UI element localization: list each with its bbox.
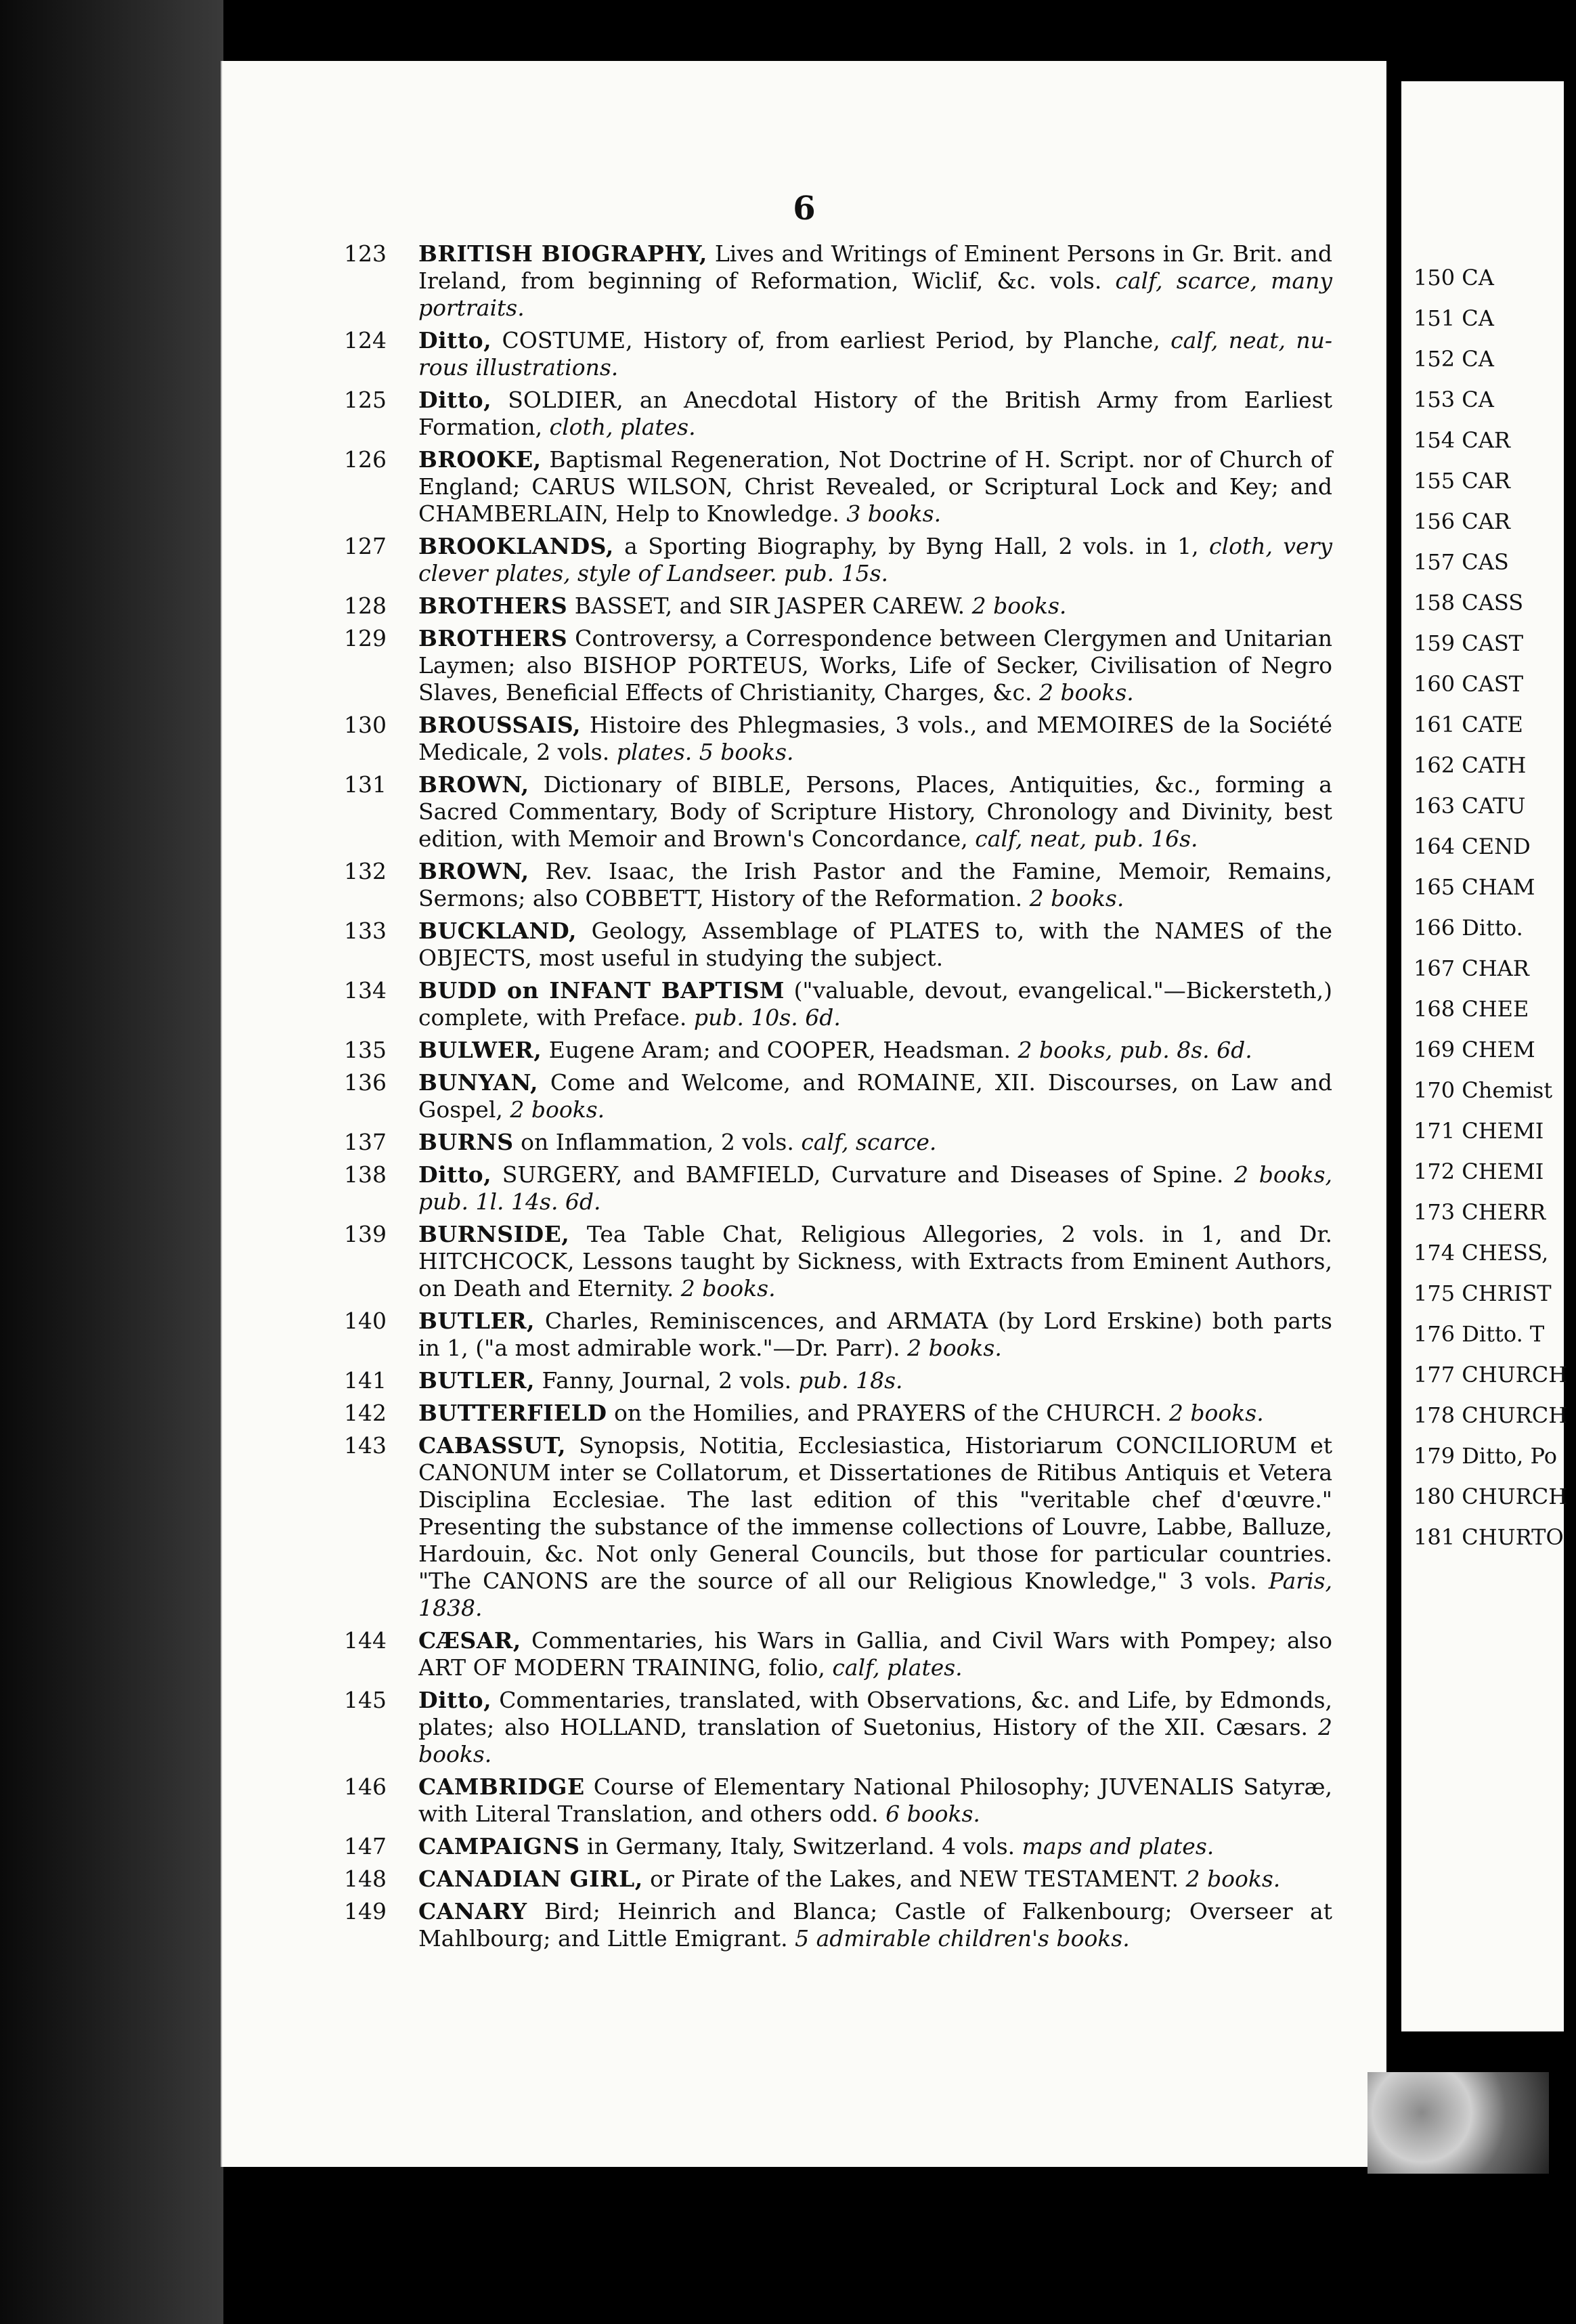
entry-number: 140: [344, 1308, 387, 1334]
facing-entry: 178 CHURCH: [1414, 1402, 1568, 1428]
page-number: 6: [793, 190, 816, 228]
catalogue-entry: [344, 1037, 1332, 1064]
catalogue-entry: [344, 327, 1332, 381]
catalogue-entry: [344, 1308, 1332, 1362]
entry-heading: BUTTERFIELD: [418, 1400, 607, 1426]
facing-entry: 172 CHEMI: [1414, 1159, 1544, 1184]
entry-note: calf, scarce, many portraits.: [418, 267, 1332, 321]
entry-number: 142: [344, 1400, 387, 1426]
facing-entry: 170 Chemist: [1414, 1077, 1553, 1103]
entry-number: 137: [344, 1129, 387, 1155]
entry-number: 145: [344, 1687, 387, 1713]
facing-entry: 168 CHEE: [1414, 996, 1529, 1022]
entry-number: 125: [344, 387, 387, 413]
entry-number: 138: [344, 1161, 387, 1188]
catalogue-entry: [344, 1627, 1332, 1681]
entry-heading: CANADIAN GIRL,: [418, 1866, 643, 1892]
entry-number: 141: [344, 1367, 387, 1394]
entry-description: Rev. Isaac, the Irish Pastor and the Famine, Memoir, Remains, Sermons; also COBBETT, History of the Reformation.: [418, 858, 1332, 911]
facing-entry: 157 CAS: [1414, 549, 1509, 575]
facing-entry: 159 CAST: [1414, 630, 1524, 656]
entry-description: Controversy, a Correspondence between Clergymen and Unitarian Laymen; also BISHOP PORTEUS, Works, Life of Secker, Civilisation of Negro Slaves, Beneficial Effects of Christianity, Charges, &c.: [418, 625, 1332, 706]
facing-entry: 165 CHAM: [1414, 874, 1535, 900]
entry-note: cloth, very clever plates, style of Landseer. pub. 15s.: [418, 533, 1332, 586]
entry-number: 129: [344, 625, 387, 651]
catalogue-entry: [344, 1367, 1332, 1394]
entry-description: BASSET, and SIR JASPER CAREW.: [567, 593, 965, 619]
entry-heading: BUDD on INFANT BAPTISM: [418, 977, 785, 1004]
entry-note: 6 books.: [878, 1801, 980, 1827]
entry-note: 2 books.: [1162, 1400, 1264, 1426]
catalogue-page: [222, 61, 1386, 2167]
entry-heading: CAMBRIDGE: [418, 1773, 585, 1800]
entry-note: calf, neat, pub. 16s.: [967, 825, 1198, 852]
scan-margin: [0, 0, 223, 2324]
torn-paper-edge: [1367, 2072, 1549, 2174]
entry-note: calf, neat, nu- rous illustrations.: [418, 327, 1332, 381]
entry-heading: BURNS: [418, 1129, 514, 1155]
entry-note: calf, plates.: [825, 1654, 963, 1681]
entry-heading: Ditto,: [418, 1161, 492, 1188]
entry-note: 2 books.: [1022, 885, 1124, 911]
facing-entry: 162 CATH: [1414, 752, 1527, 778]
entry-description: Course of Elementary National Philosophy; JUVENALIS Satyræ, with Literal Translation, and others odd.: [418, 1773, 1332, 1827]
entry-heading: BUTLER,: [418, 1308, 535, 1334]
entry-description: Bird; Heinrich and Blanca; Castle of Falkenbourg; Overseer at Mahlbourg; and Little Emigrant.: [418, 1898, 1332, 1952]
catalogue-entry: [344, 625, 1332, 706]
facing-entry: 180 CHURCH: [1414, 1484, 1568, 1509]
entry-number: 126: [344, 446, 387, 473]
entry-note: 2 books.: [502, 1096, 605, 1123]
entry-heading: BROOKE,: [418, 446, 542, 473]
entry-heading: BUNYAN,: [418, 1069, 538, 1096]
catalogue-entry: [344, 1129, 1332, 1156]
entry-heading: BUTLER,: [418, 1367, 535, 1394]
catalogue-entry: [344, 1687, 1332, 1768]
facing-page-fragment: [1401, 81, 1568, 2031]
entry-note: plates. 5 books.: [609, 739, 794, 765]
facing-entry: 175 CHRIST: [1414, 1281, 1552, 1306]
facing-entry: 163 CATU: [1414, 793, 1526, 819]
catalogue-entry: [344, 1866, 1332, 1893]
entry-number: 148: [344, 1866, 387, 1892]
entry-heading: CANARY: [418, 1898, 527, 1924]
entry-description: on the Homilies, and PRAYERS of the CHURCH.: [607, 1400, 1162, 1426]
entry-note: cloth, plates.: [542, 414, 696, 440]
entry-number: 139: [344, 1221, 387, 1247]
entry-heading: BURNSIDE,: [418, 1221, 570, 1247]
entry-heading: BROTHERS: [418, 593, 568, 619]
entry-heading: BROWN,: [418, 771, 529, 798]
entry-number: 124: [344, 327, 387, 353]
facing-entry: 179 Ditto, Po: [1414, 1443, 1557, 1469]
facing-entry: 167 CHAR: [1414, 955, 1529, 981]
entry-heading: BUCKLAND,: [418, 918, 577, 944]
entry-number: 128: [344, 593, 387, 619]
entry-note: pub. 18s.: [791, 1367, 903, 1394]
catalogue-entry: [344, 1432, 1332, 1622]
entry-note: maps and plates.: [1015, 1833, 1214, 1859]
catalogue-entry: [344, 918, 1332, 972]
catalogue-entry: [344, 1898, 1332, 1952]
catalogue-entry: [344, 977, 1332, 1031]
entry-description: Commentaries, translated, with Observations, &c. and Life, by Edmonds, plates; also HOLLAND, translation of Suetonius, History of the XII. Cæsars.: [418, 1687, 1332, 1740]
catalogue-entry: [344, 1833, 1332, 1860]
entry-number: 144: [344, 1627, 387, 1654]
entry-description: COSTUME, History of, from earliest Period, by Planche,: [491, 327, 1160, 353]
entry-number: 143: [344, 1432, 387, 1459]
entry-heading: BROTHERS: [418, 625, 568, 651]
facing-entry: 174 CHESS,: [1414, 1240, 1549, 1266]
entry-description: Commentaries, his Wars in Gallia, and Civil Wars with Pompey; also ART OF MODERN TRAINING, folio,: [418, 1627, 1332, 1681]
catalogue-entry: [344, 240, 1332, 322]
catalogue-entry: [344, 533, 1332, 587]
entry-description: Geology, Assemblage of PLATES to, with the NAMES of the OBJECTS, most useful in studying the subject.: [418, 918, 1332, 971]
entry-description: Baptismal Regeneration, Not Doctrine of H. Script. nor of Church of England; CARUS WILSON, Christ Revealed, or Scriptural Lock and Key; and CHAMBERLAIN, Help to Knowledge.: [418, 446, 1332, 527]
catalogue-entry: [344, 1161, 1332, 1215]
entry-note: 2 books.: [418, 1714, 1332, 1767]
facing-entry: 160 CAST: [1414, 671, 1524, 697]
entry-note: 2 books.: [900, 1335, 1002, 1361]
entry-description: Come and Welcome, and ROMAINE, XII. Discourses, on Law and Gospel,: [418, 1069, 1332, 1123]
entry-number: 134: [344, 977, 387, 1004]
entry-heading: CABASSUT,: [418, 1432, 567, 1459]
entry-number: 127: [344, 533, 387, 559]
entry-heading: Ditto,: [418, 1687, 492, 1713]
catalogue-entry: [344, 712, 1332, 766]
catalogue-entry: [344, 593, 1332, 620]
entry-description: a Sporting Biography, by Byng Hall, 2 vols. in 1,: [613, 533, 1199, 559]
facing-entry: 161 CATE: [1414, 712, 1523, 737]
facing-entry: 173 CHERR: [1414, 1199, 1546, 1225]
entry-number: 135: [344, 1037, 387, 1063]
entry-note: 2 books.: [1032, 679, 1134, 706]
entry-description: Dictionary of BIBLE, Persons, Places, Antiquities, &c., forming a Sacred Commentary, Body of Scripture History, Chronology and Divinity, best edition, with Memoir and Brown's Concordance,: [418, 771, 1332, 852]
entry-note: 3 books.: [839, 500, 942, 527]
entry-heading: Ditto,: [418, 387, 492, 413]
facing-page-list: [1414, 264, 1576, 1564]
entry-description: on Inflammation, 2 vols.: [513, 1129, 794, 1155]
facing-entry: 181 CHURTO: [1414, 1524, 1564, 1550]
entry-number: 136: [344, 1069, 387, 1096]
entry-heading: BULWER,: [418, 1037, 542, 1063]
entry-description: Tea Table Chat, Religious Allegories, 2 vols. in 1, and Dr. HITCHCOCK, Lessons taught by Sickness, with Extracts from Eminent Authors, on Death and Eternity.: [418, 1221, 1332, 1301]
entry-number: 147: [344, 1833, 387, 1859]
entry-number: 149: [344, 1898, 387, 1924]
entry-description: SURGERY, and BAMFIELD, Curvature and Diseases of Spine.: [491, 1161, 1224, 1188]
facing-entry: 152 CA: [1414, 346, 1494, 372]
entry-heading: BROOKLANDS,: [418, 533, 614, 559]
entry-description: in Germany, Italy, Switzerland. 4 vols.: [579, 1833, 1015, 1859]
catalogue-entry: [344, 1400, 1332, 1427]
entry-note: calf, scarce.: [793, 1129, 937, 1155]
entry-note: 2 books.: [965, 593, 1067, 619]
facing-entry: 171 CHEMI: [1414, 1118, 1544, 1144]
facing-entry: 155 CAR: [1414, 468, 1510, 494]
entry-description: Charles, Reminiscences, and ARMATA (by Lord Erskine) both parts in 1, ("a most admirable work."—Dr. Parr).: [418, 1308, 1332, 1361]
entry-number: 123: [344, 240, 387, 267]
entry-note: 2 books, pub. 1l. 14s. 6d.: [418, 1161, 1332, 1215]
facing-entry: 177 CHURCH: [1414, 1362, 1568, 1387]
entry-note: 2 books.: [1179, 1866, 1281, 1892]
entry-description: Lives and Writings of Eminent Persons in Gr. Brit. and Ireland, from beginning of Reformation, Wiclif, &c. vols.: [418, 240, 1332, 294]
entry-description: Synopsis, Notitia, Ecclesiastica, Historiarum CONCILIORUM et CANONUM inter se Collatorum, et Dissertationes de Ritibus Antiquis et Vetera Disciplina Ecclesiae. The last edition of this "veritable chef d'œuvre." Presenting the substance of the immense collections of Louvre, Labbe, Balluze, Hardouin, &c. Not only General Councils, but those for particular countries. "The CANONS are the source of all our Religious Knowledge," 3 vols.: [418, 1432, 1332, 1594]
entry-heading: CAMPAIGNS: [418, 1833, 580, 1859]
facing-entry: 166 Ditto.: [1414, 915, 1523, 941]
facing-entry: 153 CA: [1414, 387, 1494, 412]
entry-number: 132: [344, 858, 387, 884]
entry-number: 131: [344, 771, 387, 798]
entry-description: ("valuable, devout, evangelical."—Bickersteth,) complete, with Preface.: [418, 977, 1332, 1031]
facing-entry: 150 CA: [1414, 265, 1494, 290]
entry-heading: CÆSAR,: [418, 1627, 521, 1654]
entry-number: 146: [344, 1773, 387, 1800]
catalogue-entry: [344, 771, 1332, 853]
entry-description: SOLDIER, an Anecdotal History of the British Army from Earliest Formation,: [418, 387, 1332, 440]
facing-entry: 154 CAR: [1414, 427, 1510, 453]
entry-number: 133: [344, 918, 387, 944]
catalogue-entry: [344, 1221, 1332, 1302]
entry-heading: BROWN,: [418, 858, 529, 884]
catalogue-entry: [344, 387, 1332, 441]
entry-heading: BRITISH BIOGRAPHY,: [418, 240, 707, 267]
entry-note: 2 books, pub. 8s. 6d.: [1010, 1037, 1252, 1063]
facing-entry: 151 CA: [1414, 305, 1494, 331]
entry-heading: BROUSSAIS,: [418, 712, 581, 738]
entry-list: [344, 240, 1332, 1958]
catalogue-entry: [344, 1773, 1332, 1828]
facing-entry: 158 CASS: [1414, 590, 1524, 616]
facing-entry: 156 CAR: [1414, 509, 1510, 534]
entry-note: pub. 10s. 6d.: [686, 1004, 841, 1031]
entry-note: 5 admirable children's books.: [787, 1925, 1130, 1952]
facing-entry: 176 Ditto. T: [1414, 1321, 1545, 1347]
facing-entry: 164 CEND: [1414, 834, 1531, 859]
entry-description: Histoire des Phlegmasies, 3 vols., and MEMOIRES de la Société Medicale, 2 vols.: [418, 712, 1332, 765]
entry-note: Paris, 1838.: [418, 1568, 1332, 1621]
catalogue-entry: [344, 446, 1332, 528]
entry-description: Eugene Aram; and COOPER, Headsman.: [542, 1037, 1011, 1063]
facing-entry: 169 CHEM: [1414, 1037, 1535, 1062]
entry-note: 2 books.: [674, 1275, 776, 1301]
entry-heading: Ditto,: [418, 327, 492, 353]
catalogue-entry: [344, 1069, 1332, 1123]
entry-description: Fanny, Journal, 2 vols.: [535, 1367, 792, 1394]
entry-number: 130: [344, 712, 387, 738]
entry-description: or Pirate of the Lakes, and NEW TESTAMENT.: [642, 1866, 1179, 1892]
catalogue-entry: [344, 858, 1332, 912]
